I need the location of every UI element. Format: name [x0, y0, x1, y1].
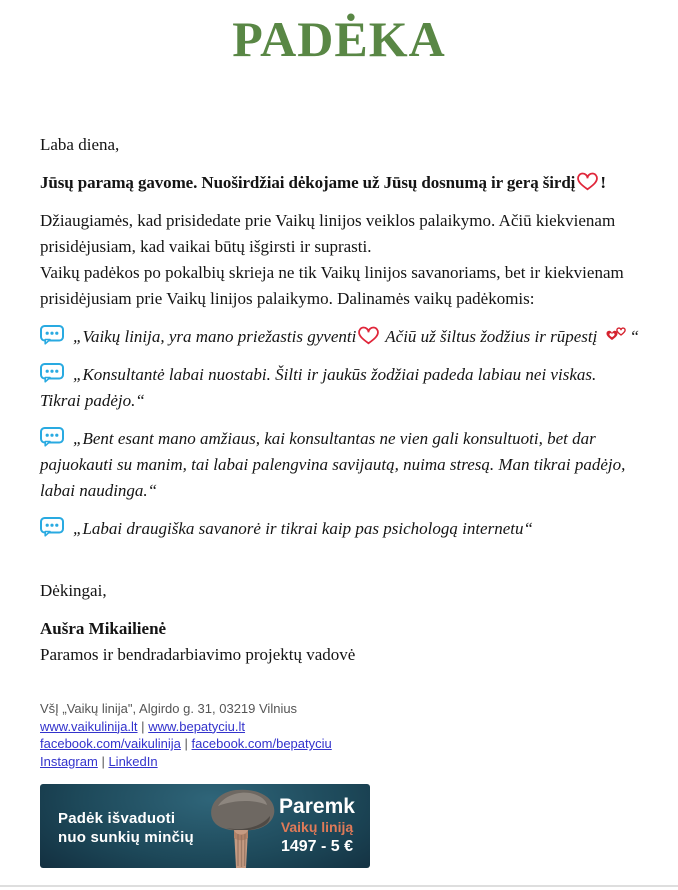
- sender-name: Aušra Mikailienė: [40, 619, 167, 638]
- bottom-divider: [0, 885, 678, 887]
- headline-text: Jūsų paramą gavome. Nuoširdžiai dėkojame už Jūsų dosnumą ir gerą širdį: [40, 173, 576, 192]
- link-separator: |: [101, 753, 105, 769]
- heart-outline-icon: [358, 326, 379, 345]
- signoff-thanks: Dėkingai,: [40, 581, 107, 600]
- page-title: PADĖKA: [232, 11, 446, 67]
- speech-bubble-icon: [40, 363, 64, 383]
- greeting: Laba diena,: [40, 135, 120, 154]
- org-address: VšĮ „Vaikų linija", Algirdo g. 31, 03219 Vilnius: [40, 701, 298, 716]
- link-linkedin[interactable]: LinkedIn: [108, 753, 158, 769]
- speech-bubble-icon: [40, 427, 64, 447]
- link-bepatyciu[interactable]: www.bepatyciu.lt: [148, 718, 246, 734]
- donation-banner[interactable]: [40, 784, 370, 868]
- child-quote-4: [40, 516, 640, 542]
- heart-outline-icon: [577, 172, 598, 191]
- intro-sentence-1: Džiaugiamės, kad prisidedate prie Vaikų linijos veiklos palaikymo. Ačiū kiekvienam prisidėjusiam, kad vaikai būtų išgirsti ir suprasti.: [40, 211, 616, 256]
- quote-1-text-b: Ačiū už šiltus žodžius ir rūpestį: [381, 327, 602, 346]
- quote-4-text: „Labai draugiška savanorė ir tikrai kaip pas psichologą internetu“: [73, 519, 533, 538]
- intro-sentence-2: Vaikų padėkos po pokalbių skrieja ne tik Vaikų linijos savanoriams, bet ir kiekvienam prisidėjusiam prie Vaikų linijos palaikymo. Dalinamės vaikų padėkomis:: [40, 263, 624, 308]
- speech-bubble-icon: [40, 517, 64, 537]
- speech-bubble-icon: [40, 325, 64, 345]
- link-facebook-bepatyciu[interactable]: facebook.com/bepatyciu: [191, 736, 332, 751]
- revolving-hearts-icon: [604, 325, 628, 345]
- child-quote-3: [40, 426, 640, 504]
- footer-links-row-3: [40, 753, 640, 771]
- link-separator: |: [141, 718, 145, 734]
- link-instagram[interactable]: Instagram: [40, 753, 98, 769]
- letter-body: [0, 132, 678, 868]
- banner-slogan-line-2: nuo sunkių minčių: [58, 829, 194, 846]
- signoff: [40, 616, 640, 668]
- headline-suffix: !: [600, 173, 606, 192]
- intro-paragraph: [40, 208, 640, 312]
- banner-slogan-line-1: Padėk išvaduoti: [58, 810, 176, 827]
- link-separator: |: [184, 736, 188, 751]
- quote-1-text-c: “: [629, 327, 640, 346]
- headline: [40, 170, 640, 196]
- child-quote-2: [40, 362, 640, 414]
- banner-sms-number: 1497 - 5 €: [280, 838, 354, 855]
- banner-cta-block: [278, 795, 356, 858]
- child-quote-1: [40, 324, 640, 350]
- sender-role: Paramos ir bendradarbiavimo projektų vadovė: [40, 645, 356, 664]
- link-vaikulinija[interactable]: www.vaikulinija.lt: [40, 718, 138, 734]
- banner-cta: Paremk: [279, 795, 355, 818]
- quote-3-text: „Bent esant mano amžiaus, kai konsultantas ne vien gali konsultuoti, bet dar pajuokauti su manim, tai labai palengvina savijautą, nuima stresą. Man tikrai padėjo, labai naudinga.“: [40, 429, 626, 500]
- quote-2-text: „Konsultantė labai nuostabi. Šilti ir jaukūs žodžiai padeda labiau nei viskas. Tikrai padėjo.“: [40, 365, 597, 410]
- quote-1-text-a: „Vaikų linija, yra mano priežastis gyventi: [73, 327, 357, 346]
- email-footer: [40, 700, 640, 770]
- banner-org-name: Vaikų liniją: [280, 819, 354, 835]
- link-facebook-vaikulinija[interactable]: facebook.com/vaikulinija: [40, 736, 181, 751]
- rock-held-by-hands-image: [190, 784, 290, 868]
- banner-slogan: [58, 809, 194, 847]
- footer-links-row-2: [40, 735, 640, 753]
- footer-links-row-1: [40, 718, 640, 736]
